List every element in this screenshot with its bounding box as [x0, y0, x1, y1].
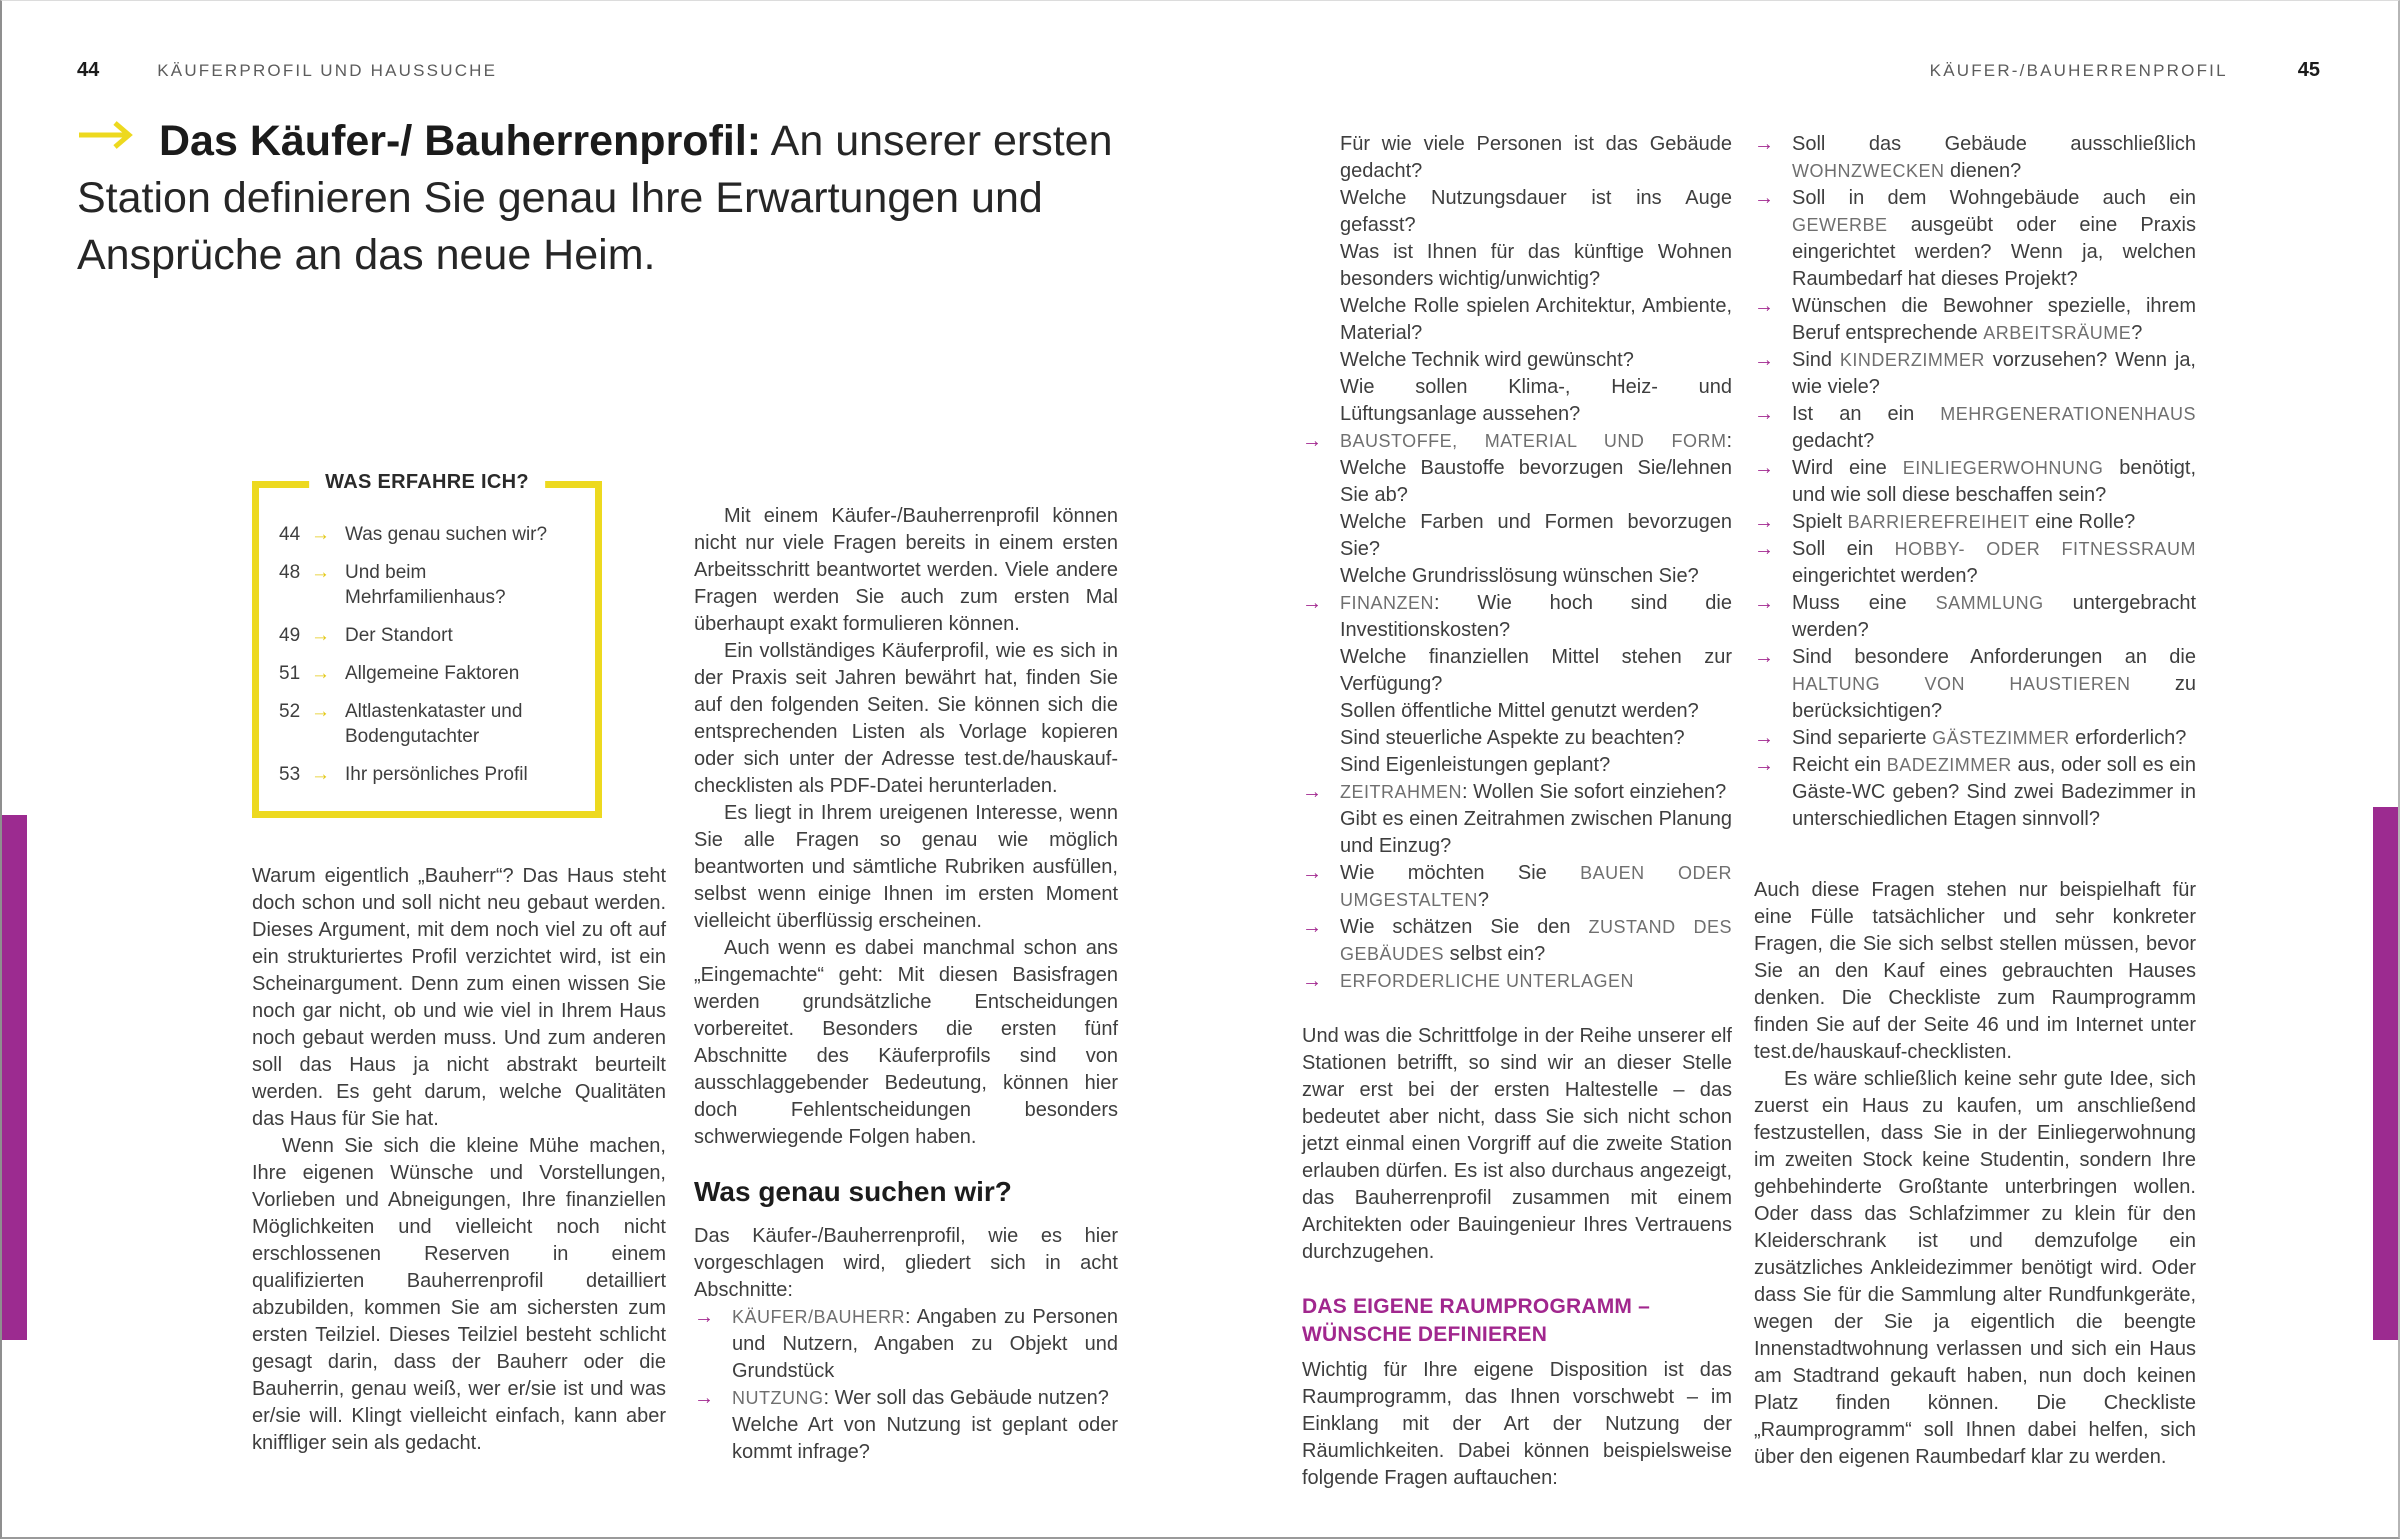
- arrow-list-item: [1754, 401, 2196, 455]
- subsection-heading: DAS EIGENE RAUMPROGRAMM – WÜNSCHE DEFINIEREN: [1302, 1295, 1651, 1346]
- arrow-bullet-icon: →: [1302, 430, 1322, 452]
- arrow-list-item: [1754, 644, 2196, 725]
- list-item-line: FINANZEN: Wie hoch sind die Investitionskosten?: [1340, 592, 1732, 641]
- list-item-line: Reicht ein BADEZIMMER aus, oder soll es ein Gäste-WC geben? Sind zwei Badezimmer in unterschiedlichen Etagen sinnvoll?: [1792, 754, 2196, 830]
- info-box: [252, 471, 602, 818]
- list-item-line: Sind Eigenleistungen geplant?: [1340, 754, 1611, 776]
- arrow-bullet-icon: →: [1754, 538, 1774, 560]
- keyword-caps: FINANZEN: [1340, 593, 1434, 613]
- arrow-bullet-icon: →: [311, 701, 330, 722]
- arrow-bullet-icon: →: [1754, 592, 1774, 614]
- list-item-line: Ist an ein MEHRGENERATIONENHAUS gedacht?: [1792, 403, 2196, 452]
- list-item-line: [1340, 968, 1732, 995]
- question-list: [1754, 131, 2196, 833]
- arrow-bullet-icon: →: [311, 524, 330, 545]
- list-item-line: Welche Art von Nutzung ist geplant oder kommt infrage?: [732, 1414, 1118, 1463]
- list-item-line: Sind steuerliche Aspekte zu beachten?: [1340, 727, 1685, 749]
- list-item-line: Soll in dem Wohngebäude auch ein GEWERBE ausgeübt oder eine Praxis eingerichtet werden? Wenn ja, welchen Raumbedarf hat dieses Projekt?: [1792, 187, 2196, 290]
- arrow-bullet-icon: →: [694, 1306, 714, 1328]
- keyword-caps: EINLIEGERWOHNUNG: [1902, 458, 2104, 478]
- list-item-line: Soll ein HOBBY- ODER FITNESSRAUM eingerichtet werden?: [1792, 538, 2196, 587]
- arrow-bullet-icon: →: [1754, 754, 1774, 776]
- arrow-list-item: [1754, 725, 2196, 752]
- paragraph-group: [1302, 1023, 1732, 1266]
- chapter-title-rest: An unserer ersten Station definieren Sie genau Ihre Erwartungen und Ansprüche an das neue Heim.: [77, 117, 1113, 279]
- info-box-row: [279, 699, 577, 749]
- keyword-caps: ARBEITSRÄUME: [1983, 323, 2132, 343]
- running-head-right-label: KÄUFER-/BAUHERRENPROFIL: [1929, 61, 2228, 80]
- keyword-caps: KÄUFER/BAUHERR: [732, 1307, 906, 1327]
- list-item-line: Sind KINDERZIMMER vorzusehen? Wenn ja, wie viele?: [1792, 349, 2196, 398]
- arrow-list-item: [1754, 455, 2196, 509]
- arrow-list-item: [1302, 914, 1732, 968]
- arrow-list-item: [1302, 428, 1732, 590]
- arrow-list-item: [1302, 968, 1732, 995]
- info-box-entry-label: Was genau suchen wir?: [345, 524, 548, 545]
- info-box-page-number: 49: [279, 625, 301, 646]
- keyword-caps: MEHRGENERATIONENHAUS: [1940, 404, 2196, 424]
- arrow-bullet-icon: →: [1302, 781, 1322, 803]
- list-item: [1302, 293, 1732, 347]
- info-box-row: [279, 623, 577, 648]
- section-heading: Was genau suchen wir?: [694, 1176, 1012, 1207]
- right-page-column-2: [1754, 131, 2196, 1471]
- arrow-bullet-icon: →: [311, 764, 330, 785]
- arrow-bullet-icon: →: [1754, 295, 1774, 317]
- list-item: [1302, 374, 1732, 428]
- paragraph: Und was die Schrittfolge in der Reihe unserer elf Stationen betrifft, so sind wir an dieser Stelle zwar erst bei der ersten Haltestelle – das bedeutet aber nicht, dass Sie sich nicht schon jetzt einmal einen Vorgriff auf die zweite Station erlauben dürfen. Es ist also durchaus angezeigt, das Bauherrenprofil zusammen mit einem Architekten oder Bauingenieur Ihres Vertrauens durchzugehen.: [1302, 1025, 1732, 1263]
- list-item-line: Spielt BARRIEREFREIHEIT eine Rolle?: [1792, 511, 2136, 533]
- list-item: [1302, 131, 1732, 185]
- info-box-title: WAS ERFAHRE ICH?: [309, 471, 545, 494]
- keyword-caps: SAMMLUNG: [1935, 593, 2044, 613]
- paragraph: Es wäre schließlich keine sehr gute Idee, sich zuerst ein Haus zu kaufen, um anschließend festzustellen, dass Sie in der Einliegerwohnung im zweiten Stock keine Studentin, sondern Ihre gehbehinderte Großtante unterbringen wollen. Oder dass das Schlafzimmer zu klein für den Kleiderschrank ist und demzufolge ein zusätzliches Ankleidezimmer benötigt wird. Oder dass Sie für die Sammlung alter Rundfunkgeräte, wegen der Sie ja eigentlich die beengte Innenstadtwohnung verlassen und sich ein Haus am Stadtrand gekauft haben, nun doch keinen Platz finden können. Die Checkliste „Raumprogramm“ soll Ihnen dabei helfen, sich über den eigenen Raumbedarf klar zu werden.: [1754, 1068, 2196, 1468]
- keyword-caps: BAUSTOFFE, MATERIAL UND FORM: [1340, 431, 1727, 451]
- keyword-caps: ZEITRAHMEN: [1340, 782, 1462, 802]
- list-item-line: Wie sollen Klima-, Heiz- und Lüftungsanlage aussehen?: [1340, 376, 1732, 425]
- list-item-line: BAUSTOFFE, MATERIAL UND FORM: Welche Baustoffe bevorzugen Sie/lehnen Sie ab?: [1340, 430, 1732, 506]
- info-box-entry-label: Ihr persönliches Profil: [345, 764, 528, 785]
- paragraph: Mit einem Käufer-/Bauherrenprofil können nicht nur viele Fragen bereits in einem ersten Arbeitsschritt beantwortet werden. Viele andere Fragen werden Sie auch zum ersten Mal überhaupt exakt formulieren können.: [694, 505, 1118, 635]
- arrow-list-item: [1754, 590, 2196, 644]
- list-item-line: Sollen öffentliche Mittel genutzt werden?: [1340, 700, 1699, 722]
- list-item: [1302, 185, 1732, 239]
- keyword-caps: GEWERBE: [1792, 215, 1888, 235]
- info-box-row: [279, 661, 577, 686]
- arrow-bullet-icon: →: [694, 1387, 714, 1409]
- arrow-list-item: [1754, 536, 2196, 590]
- list-item-line: KÄUFER/BAUHERR: Angaben zu Personen und Nutzern, Angaben zu Objekt und Grundstück: [732, 1306, 1118, 1382]
- arrow-list-item: [694, 1304, 1118, 1385]
- keyword-caps: HALTUNG VON HAUSTIEREN: [1792, 674, 2131, 694]
- list-item-line: Gibt es einen Zeitrahmen zwischen Planung und Einzug?: [1340, 808, 1732, 857]
- paragraph: Ein vollständiges Käuferprofil, wie es sich in der Praxis seit Jahren bewährt hat, finden Sie auf den folgenden Seiten. Sie können sich die entsprechenden Listen als Vorlage kopieren oder sich unter der Adresse test.de/hauskauf-checklisten als PDF-Datei herunterladen.: [694, 640, 1118, 797]
- page-number-left: 44: [77, 59, 100, 81]
- list-item-line: Wünschen die Bewohner spezielle, ihrem Beruf entsprechende ARBEITSRÄUME?: [1792, 295, 2196, 344]
- info-box-entry-label: Allgemeine Faktoren: [345, 663, 520, 684]
- running-head-left-label: KÄUFERPROFIL UND HAUSSUCHE: [157, 61, 498, 80]
- arrow-bullet-icon: →: [311, 562, 330, 583]
- arrow-bullet-icon: →: [1302, 862, 1322, 884]
- arrow-list-item: [1302, 860, 1732, 914]
- info-box-entry-label: Und beim Mehrfamilienhaus?: [345, 562, 506, 608]
- info-box-entry-label: Der Standort: [345, 625, 453, 646]
- list-item-line: Wird eine EINLIEGERWOHNUNG benötigt, und wie soll diese beschaffen sein?: [1792, 457, 2196, 506]
- list-item-line: Wie möchten Sie BAUEN ODER UMGESTALTEN?: [1340, 862, 1732, 911]
- list-item-line: Wie schätzen Sie den ZUSTAND DES GEBÄUDES selbst ein?: [1340, 916, 1732, 965]
- edge-accent-bar-right: [2373, 807, 2398, 1340]
- paragraph: Auch diese Fragen stehen nur beispielhaft für eine Fülle tatsächlicher und sehr konkreter Fragen, die Sie sich selbst stellen müssen, bevor Sie an den Kauf eines gebrauchten Hauses denken. Die Checkliste zum Raumprogramm finden Sie auf der Seite 46 und im Internet unter test.de/hauskauf-checklisten.: [1754, 879, 2196, 1063]
- arrow-bullet-icon: →: [1754, 187, 1774, 209]
- keyword-caps: ERFORDERLICHE UNTERLAGEN: [1340, 971, 1635, 991]
- arrow-bullet-icon: →: [1754, 133, 1774, 155]
- edge-accent-bar-left: [2, 815, 27, 1340]
- info-box-page-number: 48: [279, 562, 301, 583]
- arrow-bullet-icon: →: [1754, 511, 1774, 533]
- info-box-page-number: 53: [279, 764, 301, 785]
- list-item-line: Sind separierte GÄSTEZIMMER erforderlich?: [1792, 727, 2187, 749]
- info-box-row: [279, 522, 577, 547]
- list-item-line: Welche finanziellen Mittel stehen zur Verfügung?: [1340, 646, 1732, 695]
- info-box-page-number: 51: [279, 663, 301, 684]
- right-page-column-1: [1302, 131, 1732, 1492]
- arrow-right-icon: [77, 108, 143, 165]
- arrow-bullet-icon: →: [1302, 970, 1322, 992]
- info-box-page-number: 44: [279, 524, 301, 545]
- keyword-caps: BAUEN ODER UMGESTALTEN: [1340, 863, 1732, 910]
- page-number-right: 45: [2297, 59, 2320, 81]
- list-item: [1302, 347, 1732, 374]
- list-item-line: Welche Nutzungsdauer ist ins Auge gefasst?: [1340, 187, 1732, 236]
- arrow-bullet-icon: →: [1754, 349, 1774, 371]
- info-box-row: [279, 560, 577, 610]
- arrow-bullet-icon: →: [1754, 457, 1774, 479]
- list-item-line: NUTZUNG: Wer soll das Gebäude nutzen?: [732, 1387, 1109, 1409]
- bullet-list: [694, 1304, 1118, 1466]
- arrow-bullet-icon: →: [1302, 592, 1322, 614]
- info-box-row: [279, 762, 577, 787]
- arrow-list-item: [1754, 347, 2196, 401]
- keyword-caps: KINDERZIMMER: [1839, 350, 1985, 370]
- arrow-bullet-icon: →: [1754, 646, 1774, 668]
- info-box-entry-label: Altlastenkataster und Bodengutachter: [345, 701, 523, 747]
- list-item-line: Welche Farben und Formen bevorzugen Sie?: [1340, 511, 1732, 560]
- arrow-list-item: [1302, 590, 1732, 779]
- list-item-line: Muss eine SAMMLUNG untergebracht werden?: [1792, 592, 2196, 641]
- arrow-bullet-icon: →: [1754, 727, 1774, 749]
- running-head-right: [1930, 59, 2320, 82]
- arrow-list-item: [1754, 131, 2196, 185]
- paragraph: Auch wenn es dabei manchmal schon ans „Eingemachte“ geht: Mit diesen Basisfragen werden grundsätzliche Entscheidungen vorbereitet. Besonders die ersten fünf Abschnitte des Käuferprofils sind von ausschlaggebender Bedeutung, können hier doch Fehlentscheidungen besonders schwerwiegende Folgen haben.: [694, 937, 1118, 1148]
- paragraph: Es liegt in Ihrem ureigenen Interesse, wenn Sie alle Fragen so genau wie möglich beantworten und sämtliche Rubriken ausfüllen, selbst wenn einige Ihnen im ersten Moment vielleicht überflüssig erscheinen.: [694, 802, 1118, 932]
- section-intro-paragraph: Das Käufer-/Bauherrenprofil, wie es hier vorgeschlagen wird, gliedert sich in acht Abschnitte:: [694, 1225, 1118, 1301]
- arrow-list-item: [1754, 509, 2196, 536]
- arrow-bullet-icon: →: [311, 625, 330, 646]
- list-item-line: Was ist Ihnen für das künftige Wohnen besonders wichtig/unwichtig?: [1340, 241, 1732, 290]
- keyword-caps: GÄSTEZIMMER: [1932, 728, 2070, 748]
- left-page-column-1: [252, 863, 666, 1457]
- left-page-column-2: [694, 503, 1118, 1466]
- arrow-bullet-icon: →: [311, 663, 330, 684]
- paragraph: Warum eigentlich „Bauherr“? Das Haus steht doch schon und soll nicht neu gebaut werden. Dieses Argument, mit dem noch viel zu oft auf ein strukturiertes Profil verzichtet wird, ist ein Scheinargument. Denn zum einen wissen Sie noch gar nicht, ob und wie viel in Ihrem Haus noch gebaut werden muss. Und zum anderen soll das Haus ja nicht abstrakt beurteilt werden. Es geht darum, welche Qualitäten das Haus für Sie hat.: [252, 865, 666, 1130]
- paragraph: Wenn Sie sich die kleine Mühe machen, Ihre eigenen Wünsche und Vorstellungen, Vorlieben und Abneigungen, Ihre finanziellen Möglichkeiten und vielleicht noch nicht erschlossenen Reserven in einem qualifizierten Bauherrenprofil detailliert abzubilden, kommen Sie am sichersten zum ersten Teilziel. Dieses Teilziel besteht schlicht gesagt darin, dass der Bauherr oder die Bauherrin, genau weiß, wer er/sie ist und was er/sie will. Klingt vielleicht einfach, kann aber kniffliger sein als gedacht.: [252, 1135, 666, 1454]
- paragraph-group: [1302, 1357, 1732, 1492]
- arrow-list-item: [1302, 779, 1732, 860]
- paragraph: Wichtig für Ihre eigene Disposition ist das Raumprogramm, das Ihnen vorschwebt – im Einklang mit der Art der Nutzung der Räumlichkeiten. Dabei können beispielsweise folgende Fragen auftauchen:: [1302, 1359, 1732, 1489]
- paragraph-group: [694, 503, 1118, 1151]
- arrow-list-item: [694, 1385, 1118, 1466]
- arrow-list-item: [1754, 293, 2196, 347]
- keyword-caps: ZUSTAND DES GEBÄUDES: [1340, 917, 1732, 964]
- keyword-caps: NUTZUNG: [732, 1388, 824, 1408]
- list-item: [1302, 239, 1732, 293]
- arrow-bullet-icon: →: [1302, 916, 1322, 938]
- list-item-line: Welche Technik wird gewünscht?: [1340, 349, 1634, 371]
- list-item-line: Welche Rolle spielen Architektur, Ambiente, Material?: [1340, 295, 1732, 344]
- list-item-line: Welche Grundrisslösung wünschen Sie?: [1340, 565, 1699, 587]
- paragraph-group: [1754, 877, 2196, 1471]
- info-box-item-list: [279, 522, 577, 787]
- list-item-line: Für wie viele Personen ist das Gebäude gedacht?: [1340, 133, 1732, 182]
- chapter-title-bold: Das Käufer-/ Bauherrenprofil:: [159, 117, 762, 165]
- arrow-list-item: [1754, 185, 2196, 293]
- keyword-caps: WOHNZWECKEN: [1792, 161, 1945, 181]
- info-box-page-number: 52: [279, 701, 301, 722]
- running-head-left: [77, 59, 497, 82]
- chapter-title: [77, 113, 1147, 284]
- arrow-bullet-icon: →: [1754, 403, 1774, 425]
- keyword-caps: BADEZIMMER: [1886, 755, 2012, 775]
- arrow-list-item: [1754, 752, 2196, 833]
- list-item-line: Soll das Gebäude ausschließlich WOHNZWECKEN dienen?: [1792, 133, 2196, 182]
- keyword-caps: BARRIEREFREIHEIT: [1847, 512, 2030, 532]
- list-item-line: ZEITRAHMEN: Wollen Sie sofort einziehen?: [1340, 781, 1727, 803]
- list-item-line: Sind besondere Anforderungen an die HALTUNG VON HAUSTIEREN zu berücksichtigen?: [1792, 646, 2196, 722]
- keyword-caps: HOBBY- ODER FITNESSRAUM: [1894, 539, 2196, 559]
- paragraph-group: [252, 863, 666, 1457]
- question-list: [1302, 131, 1732, 995]
